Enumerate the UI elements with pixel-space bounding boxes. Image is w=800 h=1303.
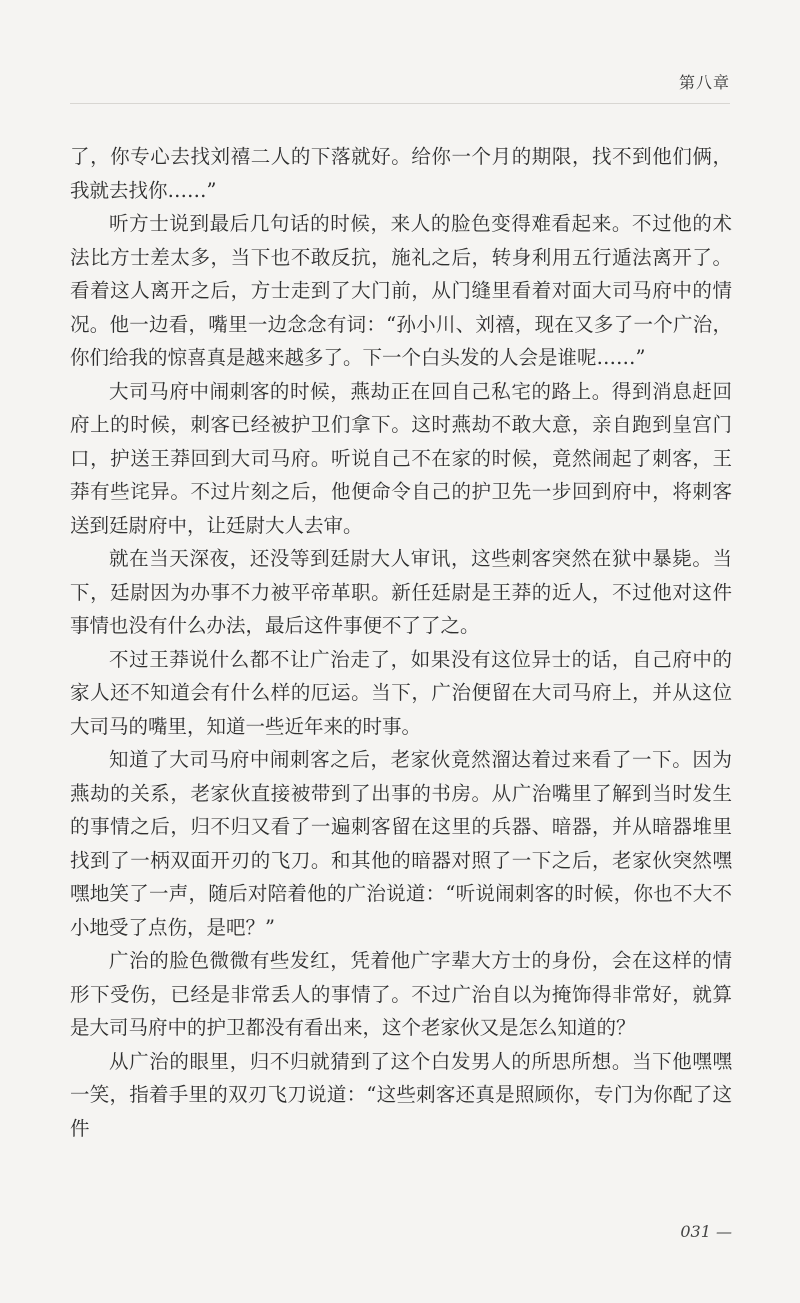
body-text [70,140,732,1145]
paragraph: 不过王莽说什么都不让广治走了，如果没有这位异士的话，自己府中的家人还不知道会有什么样的厄运。当下，广治便留在大司马府上，并从这位大司马的嘴里，知道一些近年来的时事。 [70,647,732,738]
paragraph: 了，你专心去找刘禧二人的下落就好。给你一个月的期限，找不到他们俩，我就去找你……” [70,145,732,202]
page-number: 031 — [680,1222,732,1241]
paragraph: 大司马府中闹刺客的时候，燕劫正在回自己私宅的路上。得到消息赶回府上的时候，刺客已经被护卫们拿下。这时燕劫不敢大意，亲自跑到皇宫门口，护送王莽回到大司马府。听说自己不在家的时候，竟然闹起了刺客，王莽有些诧异。不过片刻之后，他便命令自己的护卫先一步回到府中，将刺客送到廷尉府中，让廷尉大人去审。 [70,379,732,537]
header-divider [70,103,730,104]
paragraph: 就在当天深夜，还没等到廷尉大人审讯，这些刺客突然在狱中暴毙。当下，廷尉因为办事不力被平帝革职。新任廷尉是王莽的近人，不过他对这件事情也没有什么办法，最后这件事便不了了之。 [70,547,732,637]
paragraph: 知道了大司马府中闹刺客之后，老家伙竟然溜达着过来看了一下。因为燕劫的关系，老家伙直接被带到了出事的书房。从广治嘴里了解到当时发生的事情之后，归不归又看了一遍刺客留在这里的兵器、暗器，并从暗器堆里找到了一柄双面开刃的飞刀。和其他的暗器对照了一下之后，老家伙突然嘿嘿地笑了一声，随后对陪着他的广治说道：“听说闹刺客的时候，你也不大不小地受了点伤，是吧？” [70,748,732,939]
paragraph: 广治的脸色微微有些发红，凭着他广字辈大方士的身份，会在这样的情形下受伤，已经是非常丢人的事情了。不过广治自以为掩饰得非常好，就算是大司马府中的护卫都没有看出来，这个老家伙又是怎么知道的？ [70,949,732,1039]
paragraph: 听方士说到最后几句话的时候，来人的脸色变得难看起来。不过他的术法比方士差太多，当下也不敢反抗，施礼之后，转身利用五行遁法离开了。看着这人离开之后，方士走到了大门前，从门缝里看着对面大司马府中的情况。他一边看，嘴里一边念念有词：“孙小川、刘禧，现在又多了一个广治，你们给我的惊喜真是越来越多了。下一个白头发的人会是谁呢……” [70,212,732,369]
chapter-header: 第八章 [678,73,730,92]
paragraph: 从广治的眼里，归不归就猜到了这个白发男人的所思所想。当下他嘿嘿一笑，指着手里的双刃飞刀说道：“这些刺客还真是照顾你，专门为你配了这件 [70,1049,732,1140]
